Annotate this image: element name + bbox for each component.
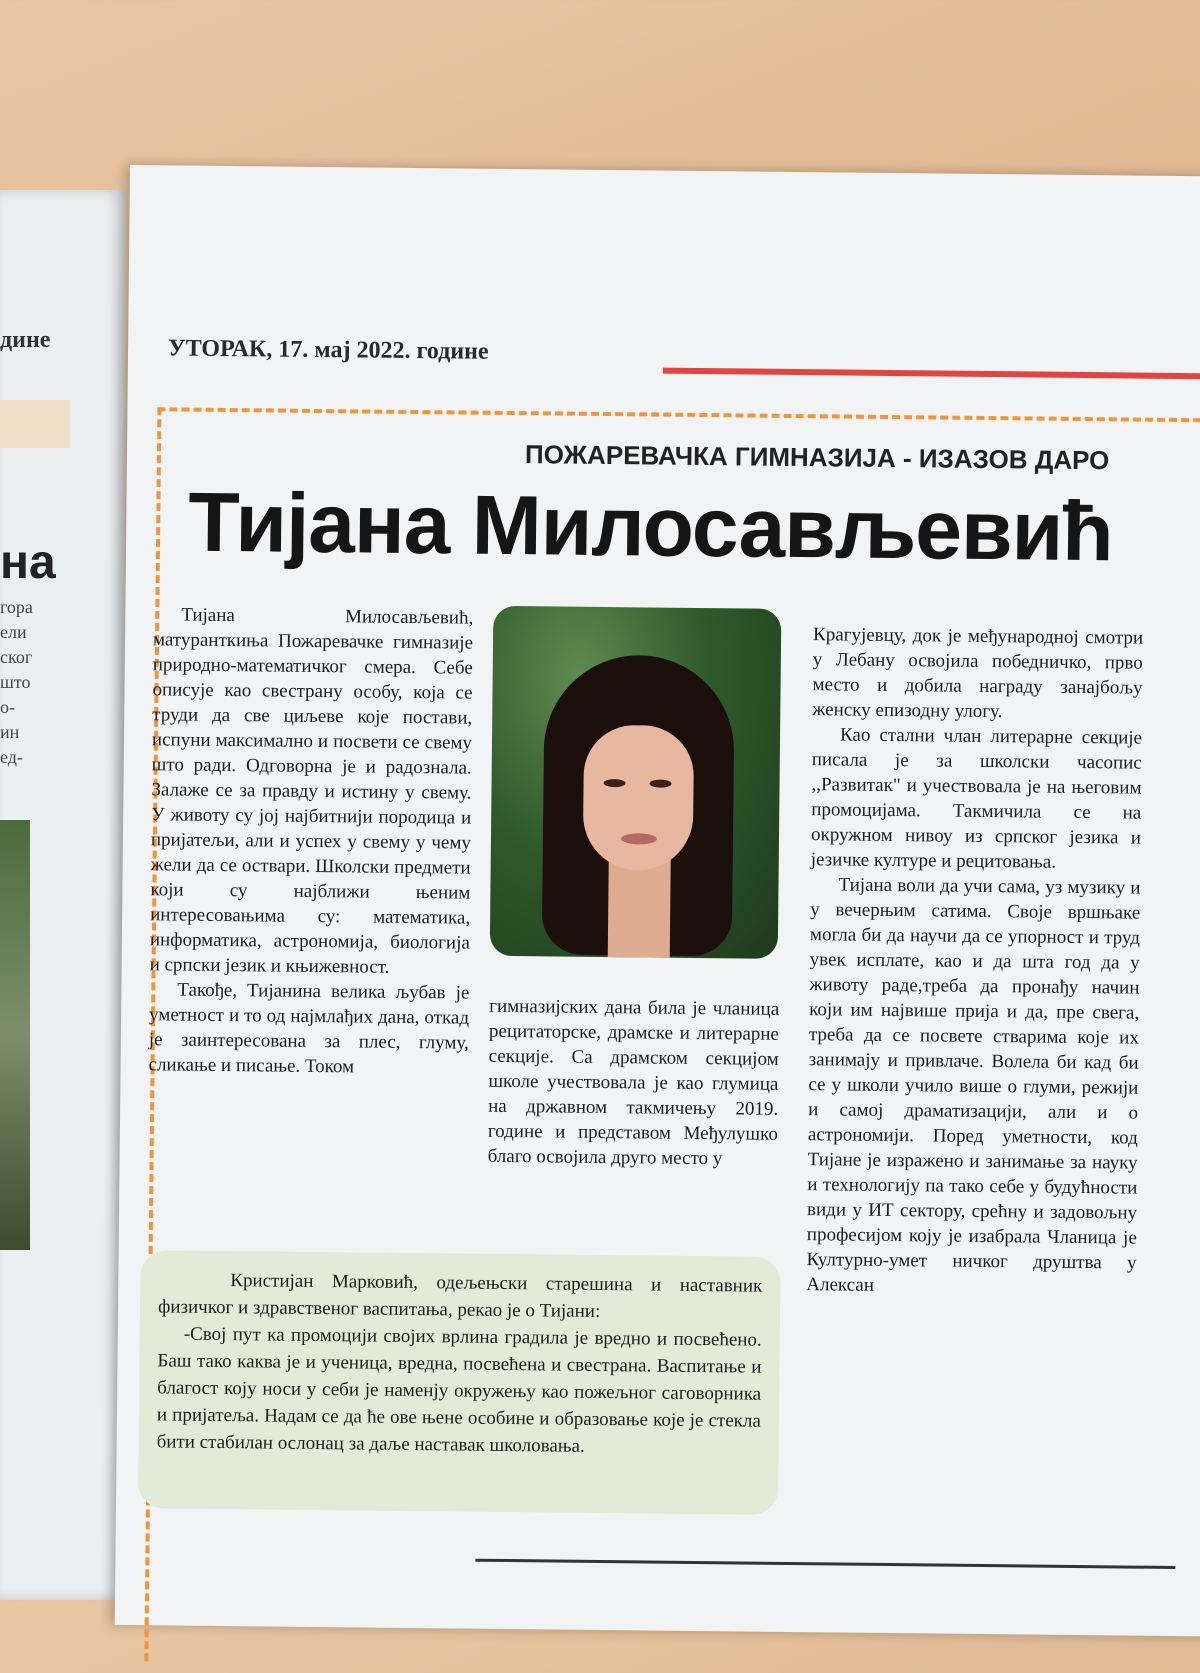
teacher-quote-box [138,1250,781,1515]
left-page-orange-band [0,400,70,448]
left-page-line: о- [0,697,15,717]
newspaper-page [115,165,1200,1636]
article-column-3 [806,622,1143,1300]
left-page-line: ели [0,622,27,642]
article-column-2 [488,994,780,1172]
article-headline: Тијана Милосављевић [187,474,1114,579]
left-page-photo-edge [0,820,30,1250]
left-page-header-fragment: дине [0,327,51,353]
portrait-face [583,725,695,871]
portrait-eye [650,779,672,787]
header-red-rule [663,368,1200,380]
portrait-neck [608,857,671,959]
left-page-text-fragments [0,595,33,770]
quote-intro: Кристијан Марковић, одељењски старешина и наставник физичког и здравственог васпитања, рекао је о Тијани: [157,1270,763,1322]
left-page-line: ског [0,647,33,667]
article-column-1 [148,602,473,1080]
paragraph: гимназијских дана била је чланица рецитаторске, драмске и литерарне секције. Са драмском секцијом школе учествовала је као глумица на државном такмичењу 2019. године и представом Међулушко благо освојила друго место у [487,995,780,1170]
portrait-eye [604,779,626,787]
left-page-line: што [0,672,31,692]
left-page-line: ин [0,722,20,742]
paragraph: Као стални члан литерарне секције писала је за школски часопис ,,Развитак" и учествовала је на његовим промоцијама. Такмичила се на окружном нивоу из српског језика и језичке културе и рецитовања. [810,724,1143,873]
issue-date: УТОРАК, 17. мај 2022. године [167,335,489,365]
quote-text: -Свој пут ка промоцији својих врлина градила је вредно и посвећено. Баш тако каква је и ученица, вредна, посвећена и свестрана. Васпитање и благост коју носи у себи је наменју окружењу као пожељног саговорника и пријатеља. Надам се да ће ове њене особине и образовање које је стекла бити стабилан ослонац за даље наставак школовања. [156,1323,762,1457]
paragraph: Крагујевцу, док је међународној смотри у Лебану освојила победничко, прво место и добила награду занајбољу женску епизодну улогу. [812,624,1144,723]
left-page-big-fragment: на [0,536,56,589]
paragraph: Тијана Милосављевић, матуранткиња Пожаревачке гимназије природно-математичког смера. Себе описује као свестрану особу, која се труди да све циљеве које постави, испуни максимално и посвети се свему што ради. Одговорна је и радознала. Залаже се за правду и истину у свему. У животу су јој најбитнији породица и пријатељи, али и успех у свему у чему жели да се оствари. Школски предмети који су најближи њеним интересовањима су: математика, информатика, астрономија, биологија и српски језик и књижевност. [149,604,474,978]
left-page-line: гора [0,597,33,617]
left-page-line: ед- [0,747,23,767]
paragraph: Такође, Тијанина велика љубав је уметност и то од најмлађих дана, откад је заинтересована за плес, глуму, сликање и писање. Током [148,979,470,1078]
portrait-lips [621,833,657,844]
portrait-photo [490,606,782,959]
paragraph: Тијана воли да учи сама, уз музику и у вечерњим сатима. Своје вршњаке могла би да научи да се упорност и труд увек исплате, као и да шта год да у животу раде,треба да пронађу начин који им највише прија и да, пре свега, треба да се посвете стварима које их занимају и привлаче. Волела би кад би се у школи учило више о глуми, режији и самој драматизацији, али и о астрономији. Поред уметности, код Тијане је изражено и занимање за науку и технологију па тако себе у будућности види у ИТ сектору, срећну и задовољну професијом коју је изабрала Чланица је Културно-умет ничког друштва у Алексан [806,874,1141,1296]
section-title: ПОЖАРЕВАЧКА ГИМНАЗИЈА - ИЗАЗОВ ДАРО [524,439,1110,476]
left-page [0,190,125,1600]
